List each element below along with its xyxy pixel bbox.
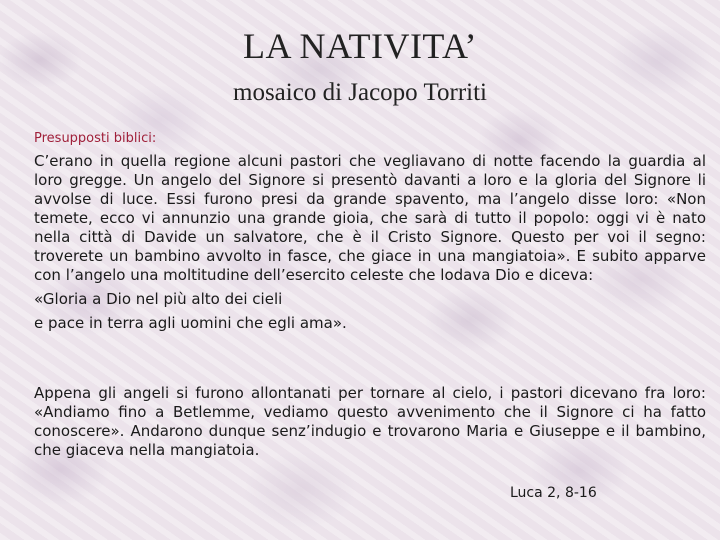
section-label: Presupposti biblici: [34, 131, 157, 146]
passage-paragraph-1-text: C’erano in quella regione alcuni pastori che vegliavano di notte facendo la guardia al loro gregge. Un angelo del Signore si presentò davanti a loro e la gloria del Signore li avvolse di luce. Essi furono presi da grande spavento, ma l’angelo disse loro: «Non temete, ecco vi annunzio una grande gioia, che sarà di tutto il popolo: oggi vi è nato nella città di Davide un salvatore, che è il Cristo Signore. Questo per voi il segno: troverete un bambino avvolto in fasce, che giace in una mangiatoia». E subito apparve con l’angelo una moltitudine dell’esercito celeste che lodava Dio e diceva: [34, 152, 706, 284]
slide-title: LA NATIVITA’ [242, 26, 478, 66]
verse-line-1: «Gloria a Dio nel più alto dei cieli [34, 290, 283, 308]
passage-paragraph-2: Appena gli angeli si furono allontanati per tornare al cielo, i pastori dicevano fra loro: «Andiamo fino a Betlemme, vediamo questo avvenimento che il Signore ci ha fatto conoscere». Andarono dunque senz’indugio e trovarono Maria e Giuseppe e il bambino, che giaceva nella mangiatoia. [34, 384, 706, 459]
verse-line-2: e pace in terra agli uomini che egli ama». [34, 314, 347, 332]
passage-paragraph-1 [34, 152, 706, 333]
scripture-reference: Luca 2, 8-16 [510, 485, 597, 501]
slide-subtitle: mosaico di Jacopo Torriti [233, 79, 487, 106]
